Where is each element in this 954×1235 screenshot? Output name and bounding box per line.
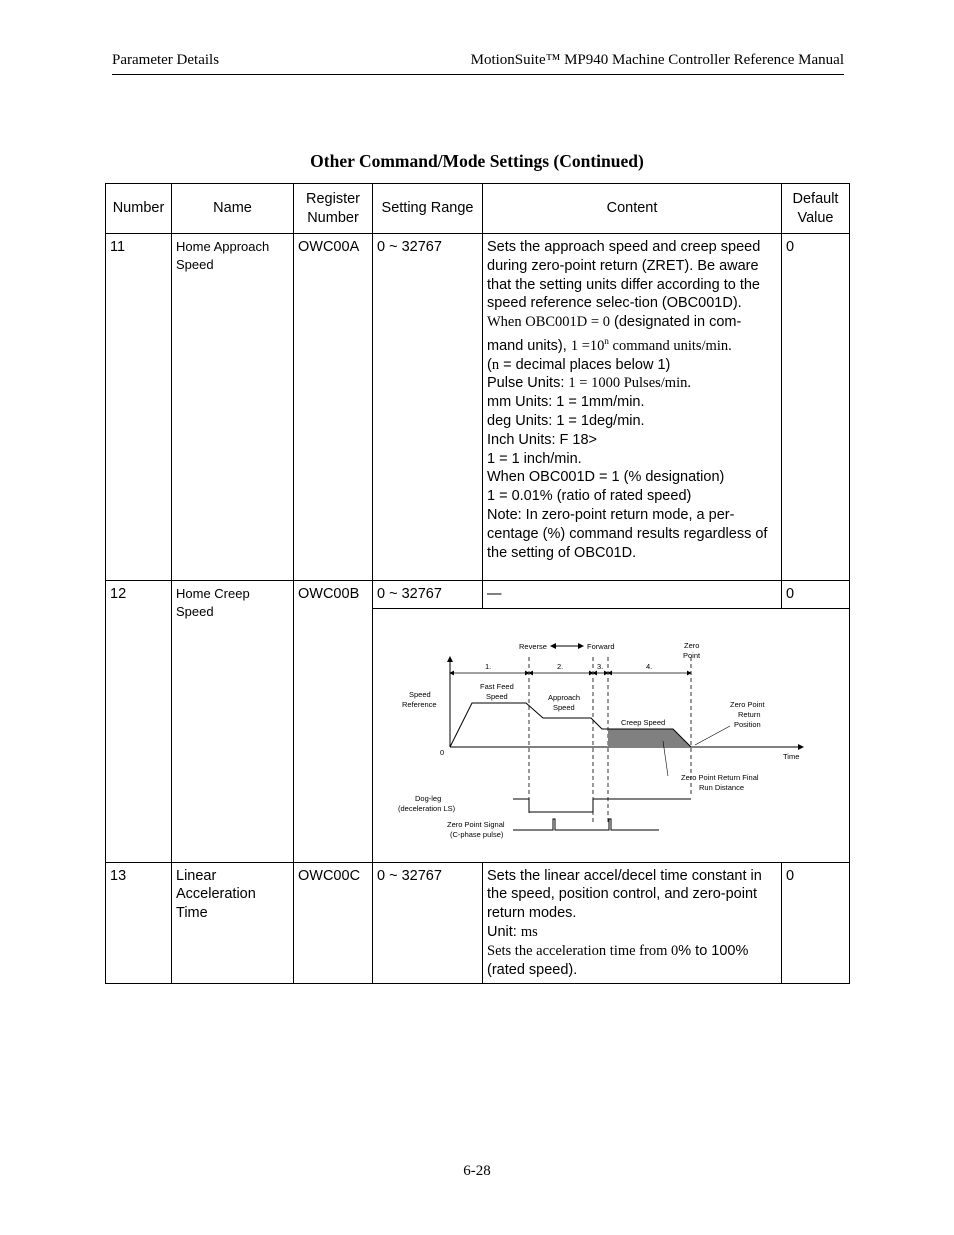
zero-point-label-2: Point: [683, 650, 701, 660]
row-register: OWC00A: [294, 234, 373, 581]
content-intro: Sets the linear accel/decel time constant in the speed, position control, and zero-point return modes.: [487, 867, 762, 922]
row-default: 0: [782, 581, 850, 609]
row-name: Linear Acceleration Time: [172, 862, 294, 984]
col-range: Setting Range: [373, 184, 483, 234]
page-number: 6-28: [463, 1163, 491, 1179]
settings-table: [105, 183, 850, 984]
reverse-label: Reverse: [519, 641, 547, 651]
zero-point-signal: [513, 819, 659, 830]
row-content: [483, 862, 782, 984]
content-percent-mode: When OBC001D = 1 (% designation): [487, 469, 725, 486]
zero-point-label-1: Zero: [684, 640, 700, 650]
row-default: 0: [782, 862, 850, 984]
col-content: Content: [483, 184, 782, 234]
page-header: [112, 52, 844, 75]
row-name: Home Creep Speed: [172, 581, 294, 863]
zpr-position-leader: [695, 726, 730, 745]
col-register: Register Number: [294, 184, 373, 234]
content-note: Note: In zero-point return mode, a per-centage (%) command results regardless of the setting of OBC01D.: [487, 506, 768, 561]
content-intro: Sets the approach speed and creep speed during zero-point return (ZRET). Be aware that the setting units differ according to the speed reference selec-tion (OBC001D).: [487, 239, 761, 312]
row-register: OWC00C: [294, 862, 373, 984]
dogleg-label-1: Dog-leg: [415, 793, 442, 803]
row-number: 12: [106, 581, 172, 863]
zps-label-2: (C-phase pulse): [450, 829, 504, 839]
table-row: [106, 581, 850, 609]
segment-2-label: 2.: [557, 661, 564, 671]
content-inch-value: 1 = 1 inch/min.: [487, 450, 582, 467]
zero-point-return-diagram: [373, 608, 850, 862]
fast-feed-label-1: Fast Feed: [480, 681, 514, 691]
row-number: 13: [106, 862, 172, 984]
table-row: [106, 234, 850, 581]
table-row: [106, 862, 850, 984]
table-title: Other Command/Mode Settings (Continued): [310, 151, 644, 171]
content-inch-units: Inch Units: F 18>: [487, 431, 598, 448]
segment-1-label: 1.: [485, 661, 492, 671]
final-run-label-1: Zero Point Return Final: [681, 772, 759, 782]
header-section: Parameter Details: [112, 52, 220, 68]
row-register: OWC00B: [294, 581, 373, 863]
row-name: Home Approach Speed: [172, 234, 294, 581]
header-row: [106, 184, 850, 234]
zpr-position-label-2: Return: [738, 709, 761, 719]
content-unit: Unit: ms: [487, 923, 538, 940]
zpr-position-label-3: Position: [734, 719, 761, 729]
content-mm-units: mm Units: 1 = 1mm/min.: [487, 394, 645, 411]
content-percent-value: 1 = 0.01% (ratio of rated speed): [487, 488, 692, 505]
final-run-label-2: Run Distance: [699, 782, 745, 792]
content-command-units: When OBC001D = 0 (designated in com-mand units), $1 =10^n$ command units/min.: [487, 314, 742, 354]
origin-label: 0: [440, 747, 445, 757]
speed-ref-label-1: Speed: [409, 689, 431, 699]
content-n-note: (n = decimal places below 1): [487, 356, 671, 373]
row-range: 0 ~ 32767: [373, 234, 483, 581]
fast-feed-label-2: Speed: [486, 691, 508, 701]
final-run-distance-area: [608, 729, 691, 747]
zps-label-1: Zero Point Signal: [447, 819, 505, 829]
dog-leg-signal: [513, 799, 691, 812]
zpr-position-label-1: Zero Point: [730, 699, 765, 709]
row-range: 0 ~ 32767: [373, 581, 483, 609]
content-pulse-units: Pulse Units: 1 = 1000 Pulses/min.: [487, 375, 691, 392]
segment-4-label: 4.: [646, 661, 653, 671]
col-default: Default Value: [782, 184, 850, 234]
row-default: 0: [782, 234, 850, 581]
approach-label-1: Approach: [548, 692, 581, 702]
row-content: [483, 234, 782, 581]
col-number: Number: [106, 184, 172, 234]
creep-label: Creep Speed: [621, 717, 666, 727]
col-name: Name: [172, 184, 294, 234]
speed-ref-label-2: Reference: [402, 699, 437, 709]
dogleg-label-2: (deceleration LS): [398, 803, 456, 813]
header-manual-title: MotionSuite™ MP940 Machine Controller Reference Manual: [470, 52, 844, 68]
content-deg-units: deg Units: 1 = 1deg/min.: [487, 413, 645, 429]
row-content: —: [483, 581, 782, 609]
approach-label-2: Speed: [553, 702, 575, 712]
row-range: 0 ~ 32767: [373, 862, 483, 984]
forward-label: Forward: [587, 641, 615, 651]
content-accel-range: Sets the acceleration time from 0% to 100% (rated speed).: [487, 942, 749, 978]
row-number: 11: [106, 234, 172, 581]
segment-3-label: 3.: [597, 661, 604, 671]
time-label: Time: [783, 751, 800, 761]
diagram-svg: [373, 609, 849, 856]
